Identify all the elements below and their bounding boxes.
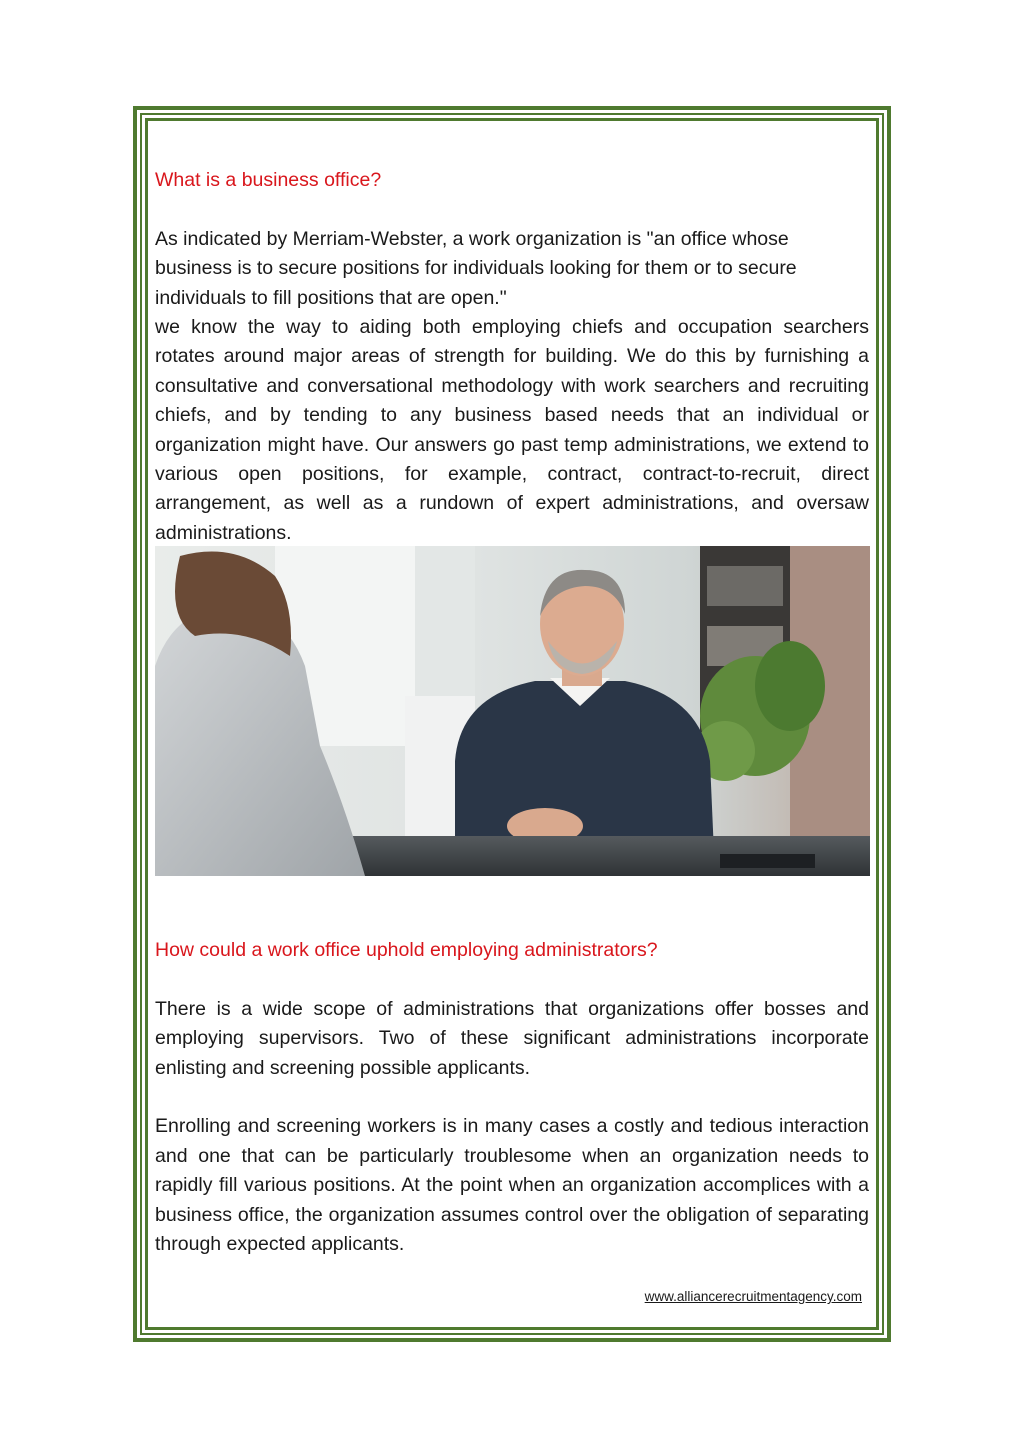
interview-photo-illustration bbox=[155, 546, 870, 876]
section2-para2: Enrolling and screening workers is in many cases a costly and tedious interaction and one that can be particularly troublesome when an organization needs to rapidly fill various positions. At the point when an organization accomplices with a business office, the organization assumes control over the obligation of separating through expected applicants. bbox=[155, 1115, 869, 1256]
section1-heading: What is a business office? bbox=[155, 169, 382, 191]
footer-website-link[interactable]: www.alliancerecruitmentagency.com bbox=[644, 1289, 862, 1304]
interview-photo bbox=[155, 546, 870, 876]
section2-para1: There is a wide scope of administrations that organizations offer bosses and employing supervisors. Two of these significant administrations incorporate enlisting and screening possible applicants. bbox=[155, 997, 869, 1079]
spacer bbox=[155, 965, 869, 994]
section1-body: we know the way to aiding both employing chiefs and occupation searchers rotates around major areas of strength for building. We do this by furnishing a consultative and conversational methodology with work searchers and recruiting chiefs, and by tending to any business based needs that an individual or organization might have. Our answers go past temp administrations, we extend to various open positions, for example, contract, contract-to-recruit, direct arrangement, as well as a rundown of expert administrations, and oversaw administrations. bbox=[155, 316, 869, 544]
section-business-office bbox=[155, 166, 869, 548]
section2-heading: How could a work office uphold employing administrators? bbox=[155, 939, 658, 961]
spacer bbox=[155, 1083, 869, 1112]
section1-intro: As indicated by Merriam-Webster, a work organization is "an office whose business is to secure positions for individuals looking for them or to secure individuals to fill positions that are open." bbox=[155, 227, 797, 309]
section-office-support bbox=[155, 936, 869, 1259]
spacer bbox=[155, 195, 869, 224]
